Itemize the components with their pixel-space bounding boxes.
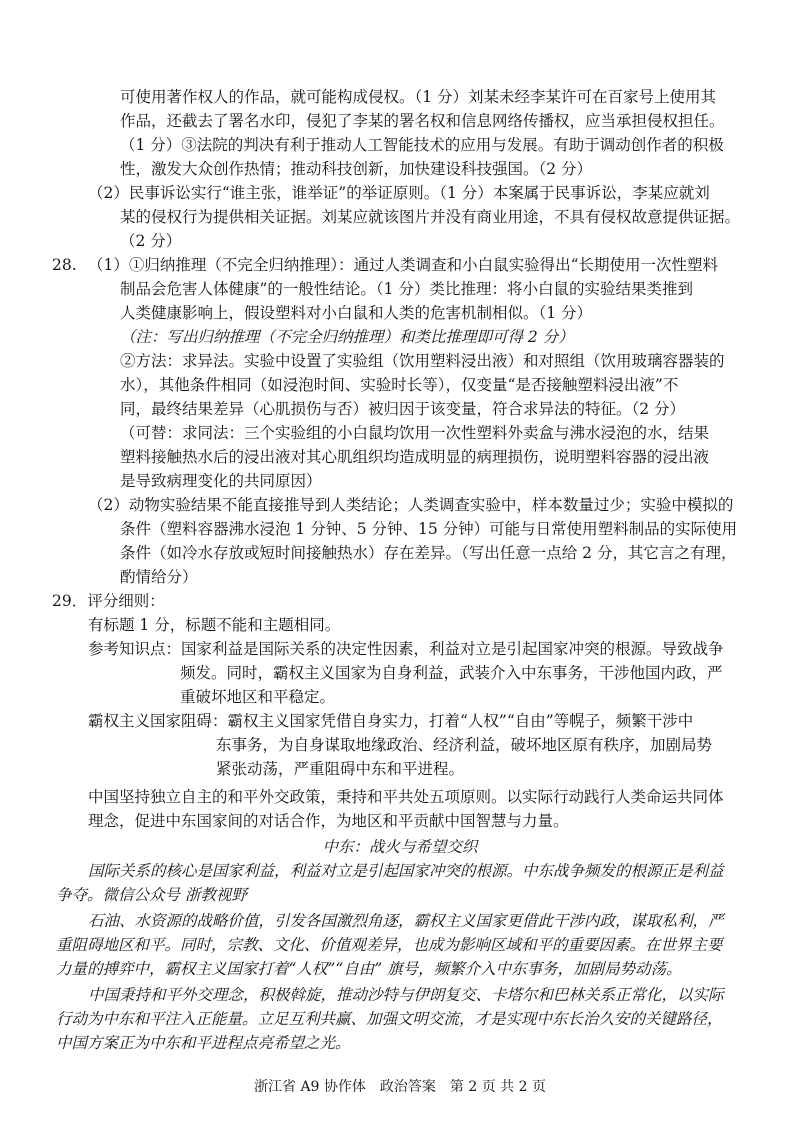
text-line: 性，激发大众创作热情；推动科技创新，加快建设科技强国。（2 分） [120,160,593,178]
text-line: 条件（如冷水存放或短时间接触热水）存在差异。（写出任意一点给 2 分，其它言之有理， [120,544,737,562]
text-line: 东事务，为自身谋取地缘政治、经济利益，破坏地区原有秩序，加剧局势 [216,736,713,754]
text-line: （2 分） [120,232,182,250]
essay-line: 行动为中东和平注入正能量。立足互利共赢、加强文明交流，才是实现中东长治久安的关键路径， [56,1010,723,1028]
text-line: 可使用著作权人的作品，就可能构成侵权。（1 分）刘某未经李某许可在百家号上使用其 [120,88,717,106]
text-line: 29．评分细则： [52,592,165,610]
text-line: 制品会危害人体健康”的一般性结论。（1 分）类比推理：将小白鼠的实验结果类推到 [120,280,693,298]
page-footer: 浙江省 A9 协作体 政治答案 第 2 页 共 2 页 [254,1079,546,1095]
text-line: （1 分）③法院的判决有利于推动人工智能技术的应用与发展。有助于调动创作者的积极 [120,136,724,154]
text-line: 某的侵权行为提供相关证据。刘某应就该图片并没有商业用途，不具有侵权故意提供证据。 [120,208,741,226]
essay-line: 国际关系的核心是国家利益，利益对立是引起国家冲突的根源。中东战争频发的根源正是利益 [88,862,724,880]
text-line: 中国坚持独立自主的和平外交政策，秉持和平共处五项原则。以实际行动践行人类命运共同体 [88,788,724,806]
text-line: ②方法：求异法。实验中设置了实验组（饮用塑料浸出液）和对照组（饮用玻璃容器装的 [120,352,725,370]
essay-line: 重阻碍地区和平。同时，宗教、文化、价值观差异，也成为影响区域和平的重要因素。在世界主要 [56,936,723,954]
essay-line: 中国方案正为中东和平进程点亮希望之光。 [56,1034,351,1052]
text-line: 塑料接触热水后的浸出液对其心肌组织均造成明显的病理损伤，说明塑料容器的浸出液 [120,448,710,466]
text-line: （2）动物实验结果不能直接推导到人类结论；人类调查实验中，样本数量过少；实验中模拟的 [88,496,734,514]
text-line: （可替：求同法：三个实验组的小白鼠均饮用一次性塑料外卖盒与沸水浸泡的水，结果 [120,424,710,442]
text-line: 有标题 1 分，标题不能和主题相同。 [88,616,341,634]
text-line: 作品，还截去了署名水印，侵犯了李某的署名权和信息网络传播权，应当承担侵权担任。 [120,112,725,130]
text-line: （1）①归纳推理（不完全归纳推理）：通过人类调查和小白鼠实验得出“长期使用一次性塑料 [88,256,719,274]
text-line: 水），其他条件相同（如浸泡时间、实验时长等），仅变量“是否接触塑料浸出液”不 [120,376,679,394]
essay-title: 中东：战火与希望交织 [322,838,478,856]
text-line: 频发。同时，霸权主义国家为自身利益，武装介入中东事务，干涉他国内政，严 [180,664,723,682]
text-line: 是导致病理变化的共同原因） [120,472,322,490]
text-line: 霸权主义国家阻碍：霸权主义国家凭借自身实力，打着“人权”“自由”等幌子，频繁干涉中 [88,712,694,730]
text-line: 人类健康影响上，假设塑料对小白鼠和人类的危害机制相似。（1 分） [120,304,593,322]
essay-line: 争夺。微信公众号 浙教视野 [56,886,247,904]
text-line: 条件（塑料容器沸水浸泡 1 分钟、5 分钟、15 分钟）可能与日常使用塑料制品的实际使用 [120,520,738,538]
essay-line: 石油、水资源的战略价值，引发各国激烈角逐，霸权主义国家更借此干涉内政，谋取私利，严 [88,912,724,930]
essay-line: 力量的搏弈中，霸权主义国家打着“人权”“自由” 旗号，频繁介入中东事务，加剧局势动荡。 [56,960,682,978]
text-line: 重破坏地区和平稳定。 [180,688,336,706]
question-number: 28. [52,256,77,274]
text-line: 同，最终结果差异（心肌损伤与否）被归因于该变量，符合求异法的特征。（2 分） [120,400,686,418]
text-line: 参考知识点：国家利益是国际关系的决定性因素，利益对立是引起国家冲突的根源。导致战争 [88,640,724,658]
note-line: （注：写出归纳推理（不完全归纳推理）和类比推理即可得 2 分） [120,328,574,346]
text-line: 理念，促进中东国家间的对话合作，为地区和平贡献中国智慧与力量。 [88,812,569,830]
text-line: （2）民事诉讼实行“谁主张，谁举证”的举证原则。（1 分）本案属于民事诉讼，李某应就刘 [88,184,710,202]
text-line: 紧张动荡，严重阻碍中东和平进程。 [216,760,465,778]
text-line: 酌情给分） [120,568,198,586]
essay-line: 中国秉持和平外交理念，积极斡旋，推动沙特与伊朗复交、卡塔尔和巴林关系正常化，以实际 [88,986,724,1004]
